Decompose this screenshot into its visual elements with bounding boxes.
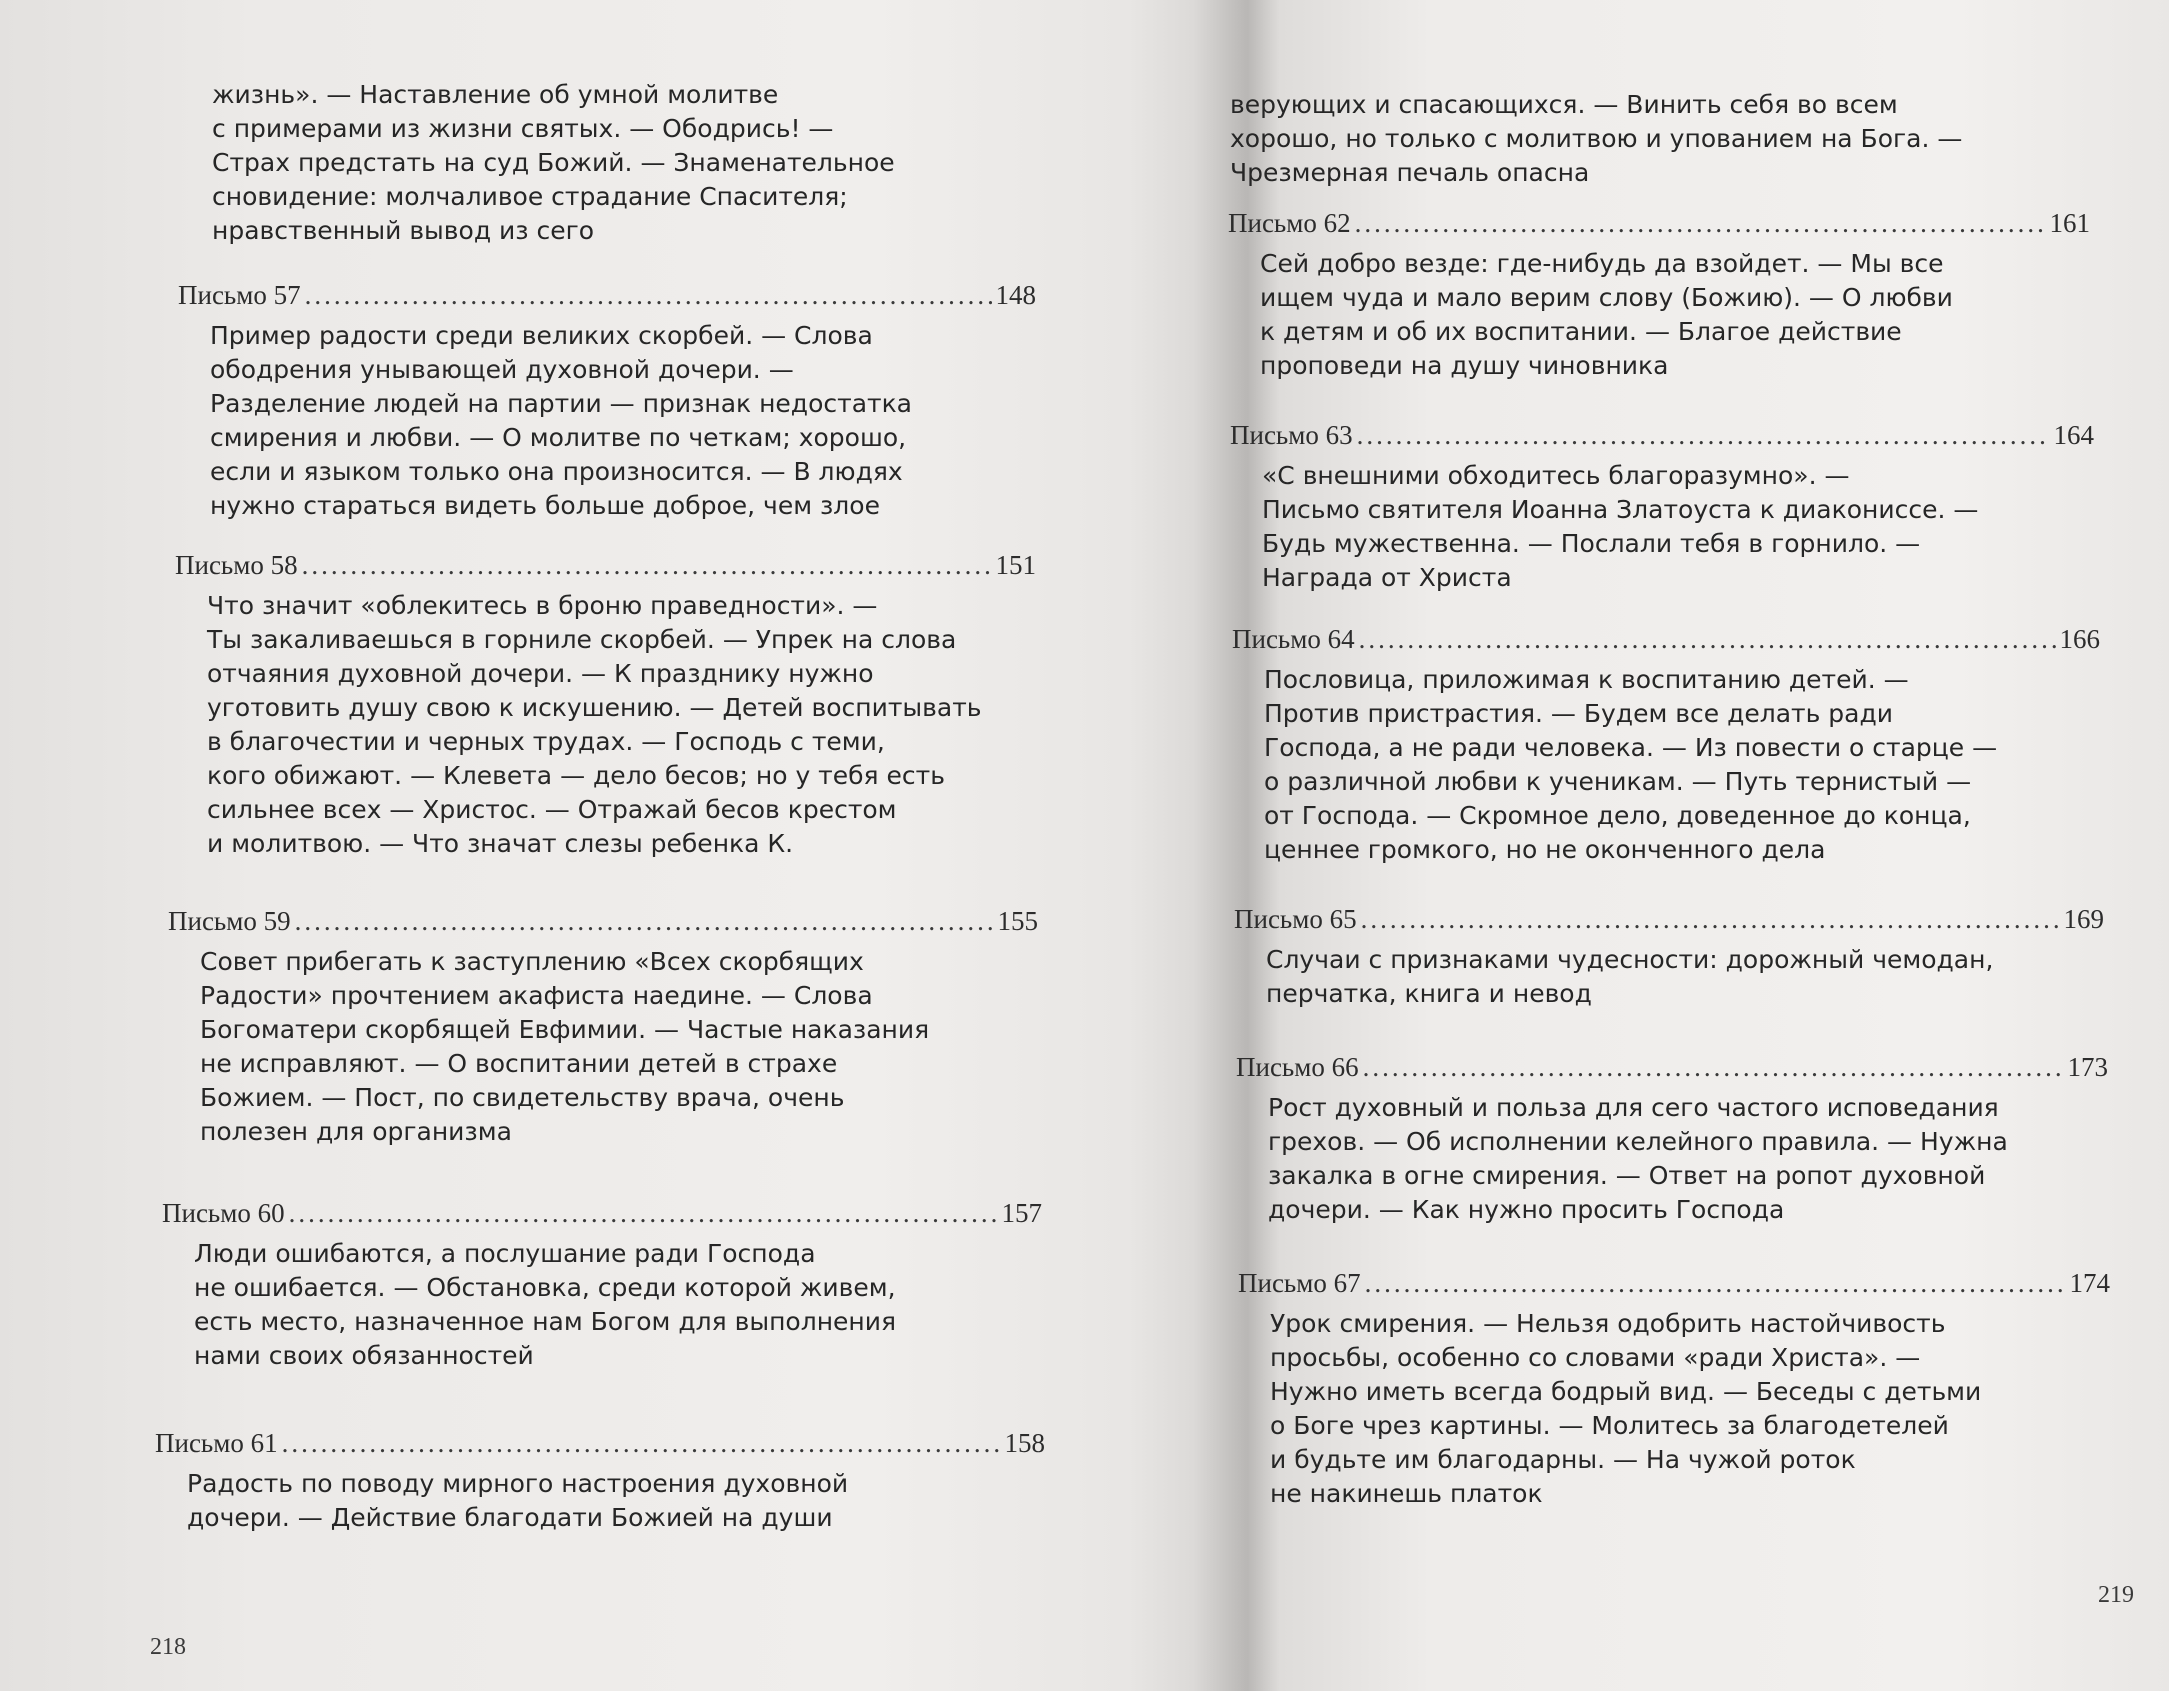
description-line: Пословица, приложимая к воспитанию детей. —: [1264, 665, 1909, 694]
continuation-block: [180, 78, 940, 248]
entry-title: Письмо 64: [1232, 624, 1355, 654]
description-line: Против пристрастия. — Будем все делать ради: [1264, 699, 1894, 728]
entry-description: [178, 319, 1036, 523]
dot-leader: [1361, 904, 2060, 935]
description-line: Радости» прочтением акафиста наедине. — Слова: [200, 981, 873, 1010]
entry-description: [1236, 1091, 2108, 1227]
dot-leader: [302, 550, 992, 581]
entry-page-number: 169: [2063, 904, 2104, 934]
description-line: и молитвою. — Что значат слезы ребенка К.: [207, 829, 794, 858]
entry-title: Письмо 62: [1228, 208, 1351, 238]
entry-title: Письмо 61: [155, 1428, 278, 1458]
description-line: дочери. — Действие благодати Божией на души: [187, 1503, 833, 1532]
description-line: Награда от Христа: [1262, 563, 1512, 592]
description-line: верующих и спасающихся. — Винить себя во всем: [1230, 90, 1898, 119]
entry-description: [180, 78, 940, 248]
description-line: ободрения унывающей духовной дочери. —: [210, 355, 794, 384]
entry-page-number: 166: [2059, 624, 2100, 654]
entry-page-number: 174: [2069, 1268, 2110, 1298]
description-line: не накинешь платок: [1270, 1479, 1543, 1508]
description-line: есть место, назначенное нам Богом для выполнения: [194, 1307, 897, 1336]
description-line: Урок смирения. — Нельзя одобрить настойчивость: [1270, 1309, 1946, 1338]
description-line: ищем чуда и мало верим слову (Божию). — О любви: [1260, 283, 1953, 312]
description-line: Разделение людей на партии — признак недостатка: [210, 389, 913, 418]
description-line: «С внешними обходитесь благоразумно». —: [1262, 461, 1850, 490]
description-line: Рост духовный и польза для сего частого исповедания: [1268, 1093, 1999, 1122]
description-line: сновидение: молчаливое страдание Спасителя;: [212, 182, 848, 211]
entry-page-number: 148: [995, 280, 1036, 310]
description-line: в благочестии и черных трудах. — Господь с теми,: [207, 727, 885, 756]
entry-page-number: 151: [995, 550, 1036, 580]
description-line: Нужно иметь всегда бодрый вид. — Беседы с детьми: [1270, 1377, 1982, 1406]
entry-heading: [168, 906, 1038, 937]
toc-entry: [1236, 1052, 2108, 1227]
dot-leader: [1355, 208, 2046, 239]
dot-leader: [1359, 624, 2056, 655]
toc-entry: [162, 1198, 1042, 1373]
toc-entry: [175, 550, 1036, 861]
entry-description: [155, 1467, 1045, 1535]
description-line: Страх предстать на суд Божий. — Знаменательное: [212, 148, 895, 177]
dot-leader: [289, 1198, 998, 1229]
entry-heading: [1234, 904, 2104, 935]
description-line: нравственный вывод из сего: [212, 216, 595, 245]
entry-heading: [1230, 420, 2094, 451]
description-line: не исправляют. — О воспитании детей в страхе: [200, 1049, 838, 1078]
description-line: Пример радости среди великих скорбей. — Слова: [210, 321, 873, 350]
toc-entry: [1234, 904, 2104, 1011]
description-line: с примерами из жизни святых. — Ободрись! —: [212, 114, 834, 143]
description-line: ценнее громкого, но не оконченного дела: [1264, 835, 1826, 864]
description-line: полезен для организма: [200, 1117, 512, 1146]
description-line: грехов. — Об исполнении келейного правила. — Нужна: [1268, 1127, 2008, 1156]
description-line: кого обижают. — Клевета — дело бесов; но у тебя есть: [207, 761, 945, 790]
entry-page-number: 164: [2053, 420, 2094, 450]
page-number-right: 219: [2098, 1582, 2134, 1608]
entry-title: Письмо 63: [1230, 420, 1353, 450]
page-number-left: 218: [150, 1634, 186, 1660]
entry-title: Письмо 58: [175, 550, 298, 580]
description-line: проповеди на душу чиновника: [1260, 351, 1669, 380]
description-line: о Боге чрез картины. — Молитесь за благодетелей: [1270, 1411, 1949, 1440]
toc-entry: [1238, 1268, 2110, 1511]
entry-title: Письмо 67: [1238, 1268, 1361, 1298]
entry-description: [175, 589, 1036, 861]
description-line: Ты закаливаешься в горниле скорбей. — Упрек на слова: [207, 625, 957, 654]
entry-title: Письмо 60: [162, 1198, 285, 1228]
entry-heading: [1228, 208, 2090, 239]
entry-heading: [155, 1428, 1045, 1459]
description-line: Люди ошибаются, а послушание ради Господа: [194, 1239, 816, 1268]
entry-title: Письмо 59: [168, 906, 291, 936]
continuation-block: [1194, 88, 1974, 190]
description-line: о различной любви к ученикам. — Путь тернистый —: [1264, 767, 1972, 796]
description-line: жизнь». — Наставление об умной молитве: [212, 80, 779, 109]
right-page: [1170, 0, 2169, 1691]
dot-leader: [282, 1428, 1001, 1459]
entry-heading: [1236, 1052, 2108, 1083]
description-line: закалка в огне смирения. — Ответ на ропот духовной: [1268, 1161, 1986, 1190]
description-line: от Господа. — Скромное дело, доведенное до конца,: [1264, 801, 1971, 830]
toc-entry: [1230, 420, 2094, 595]
description-line: Чрезмерная печаль опасна: [1230, 158, 1590, 187]
description-line: к детям и об их воспитании. — Благое действие: [1260, 317, 1902, 346]
description-line: просьбы, особенно со словами «ради Христа». —: [1270, 1343, 1921, 1372]
dot-leader: [305, 280, 992, 311]
entry-heading: [162, 1198, 1042, 1229]
dot-leader: [1357, 420, 2050, 451]
entry-page-number: 161: [2049, 208, 2090, 238]
entry-description: [162, 1237, 1042, 1373]
description-line: перчатка, книга и невод: [1266, 979, 1592, 1008]
description-line: Божием. — Пост, по свидетельству врача, очень: [200, 1083, 845, 1112]
description-line: нами своих обязанностей: [194, 1341, 534, 1370]
entry-title: Письмо 57: [178, 280, 301, 310]
description-line: Будь мужественна. — Послали тебя в горнило. —: [1262, 529, 1921, 558]
entry-heading: [175, 550, 1036, 581]
description-line: Радость по поводу мирного настроения духовной: [187, 1469, 849, 1498]
toc-entry: [1232, 624, 2100, 867]
entry-page-number: 158: [1004, 1428, 1045, 1458]
entry-description: [1232, 663, 2100, 867]
toc-entry: [1228, 208, 2090, 383]
description-line: сильнее всех — Христос. — Отражай бесов крестом: [207, 795, 897, 824]
description-line: Богоматери скорбящей Евфимии. — Частые наказания: [200, 1015, 930, 1044]
description-line: нужно стараться видеть больше доброе, чем злое: [210, 491, 880, 520]
entry-description: [1230, 459, 2094, 595]
entry-page-number: 173: [2067, 1052, 2108, 1082]
entry-page-number: 155: [997, 906, 1038, 936]
entry-description: [1238, 1307, 2110, 1511]
toc-entry: [155, 1428, 1045, 1535]
description-line: хорошо, но только с молитвою и упованием на Бога. —: [1230, 124, 1963, 153]
entry-description: [168, 945, 1038, 1149]
description-line: смирения и любви. — О молитве по четкам; хорошо,: [210, 423, 907, 452]
entry-page-number: 157: [1001, 1198, 1042, 1228]
description-line: Господа, а не ради человека. — Из повести о старце —: [1264, 733, 1998, 762]
entry-description: [1228, 247, 2090, 383]
description-line: не ошибается. — Обстановка, среди которой живем,: [194, 1273, 896, 1302]
entry-description: [1194, 88, 1974, 190]
description-line: дочери. — Как нужно просить Господа: [1268, 1195, 1785, 1224]
entry-heading: [1232, 624, 2100, 655]
entry-heading: [178, 280, 1036, 311]
dot-leader: [295, 906, 994, 937]
description-line: Сей добро везде: где-нибудь да взойдет. — Мы все: [1260, 249, 1944, 278]
description-line: уготовить душу свою к искушению. — Детей воспитывать: [207, 693, 982, 722]
toc-entry: [178, 280, 1036, 523]
description-line: Что значит «облекитесь в броню праведности». —: [207, 591, 878, 620]
description-line: Случаи с признаками чудесности: дорожный чемодан,: [1266, 945, 1994, 974]
description-line: отчаяния духовной дочери. — К празднику нужно: [207, 659, 874, 688]
description-line: если и языком только она произносится. — В людях: [210, 457, 903, 486]
toc-entry: [168, 906, 1038, 1149]
entry-description: [1234, 943, 2104, 1011]
description-line: и будьте им благодарны. — На чужой роток: [1270, 1445, 1856, 1474]
entry-title: Письмо 66: [1236, 1052, 1359, 1082]
dot-leader: [1363, 1052, 2064, 1083]
entry-title: Письмо 65: [1234, 904, 1357, 934]
description-line: Письмо святителя Иоанна Златоуста к диакониссе. —: [1262, 495, 1979, 524]
dot-leader: [1365, 1268, 2066, 1299]
entry-heading: [1238, 1268, 2110, 1299]
description-line: Совет прибегать к заступлению «Всех скорбящих: [200, 947, 864, 976]
